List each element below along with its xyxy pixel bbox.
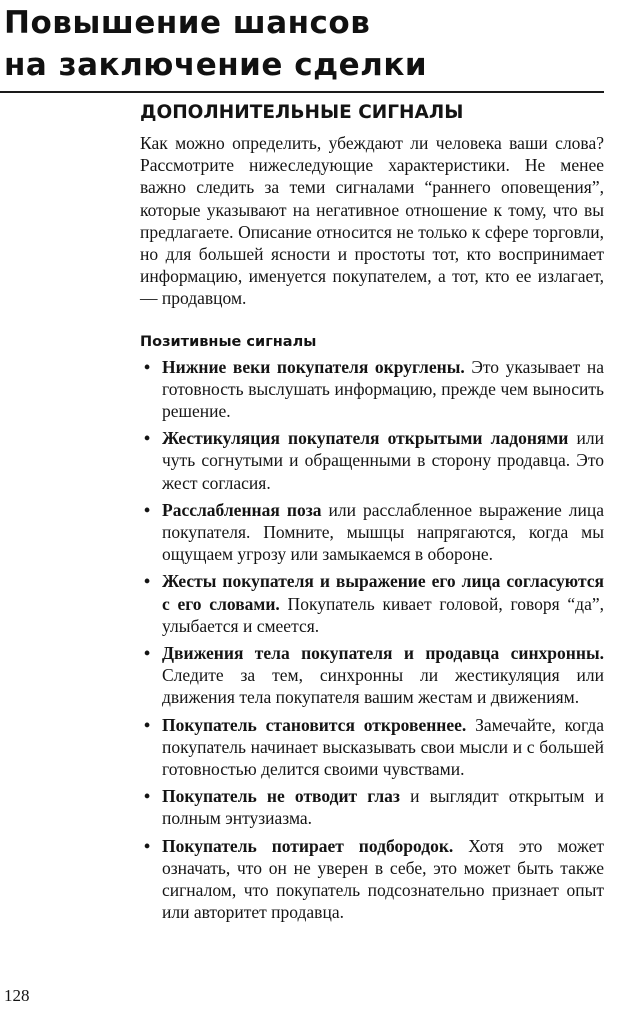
- signal-item: [140, 835, 604, 924]
- signal-lead: Жесты покупателя и выражение его лица согласуются с его словами.: [162, 571, 604, 614]
- bullet-icon: •: [144, 356, 151, 377]
- signal-lead: Жестикуляция покупателя открытыми ладонями: [162, 428, 569, 449]
- chapter-title-line-2: на заключение сделки: [4, 47, 428, 83]
- intro-paragraph: Как можно определить, убеждают ли человека ваши слова? Рассмотрите нижеследующие характеристики. Не менее важно следить за теми сигналами “раннего оповещения”, которые указывают на негативное отношение к тому, что вы предлагаете. Описание относится не только к сфере торговли, но для большей ясности и простоты тот, кто воспринимает информацию, именуется покупателем, а тот, кто ее излагает, — продавцом.: [140, 133, 604, 309]
- main-content: [140, 100, 604, 929]
- signal-item: [140, 499, 604, 566]
- signal-text: Хотя это может означать, что он не уверен в себе, это может быть также сигналом, что покупатель подсознательно признает опыт или авторитет продавца.: [162, 835, 604, 923]
- signal-item: [140, 714, 604, 781]
- signal-text: Это указывает на готовность выслушать информацию, прежде чем выносить решение.: [162, 356, 604, 422]
- signal-text: Следите за тем, синхронны ли жестикуляция или движения тела покупателя вашим жестам и движениям.: [162, 665, 604, 708]
- signal-text: и выглядит открытым и полным энтузиазма.: [162, 786, 604, 829]
- signal-lead: Покупатель не отводит глаз: [162, 786, 400, 807]
- bullet-icon: •: [144, 786, 151, 807]
- signal-item: [140, 785, 604, 829]
- signal-item: [140, 356, 604, 423]
- signal-text: или расслабленное выражение лица покупателя. Помните, мышцы напрягаются, когда мы ощущаем угрозу или замыкаемся в обороне.: [162, 499, 604, 565]
- bullet-icon: •: [144, 571, 151, 592]
- signal-item: [140, 642, 604, 709]
- title-divider: [0, 91, 604, 93]
- signal-lead: Покупатель потирает подбородок.: [162, 835, 454, 856]
- chapter-title-line-1: Повышение шансов: [4, 5, 371, 41]
- positive-signals-heading: Позитивные сигналы: [140, 333, 317, 350]
- bullet-icon: •: [144, 428, 151, 449]
- signal-item: [140, 427, 604, 494]
- signal-text: или чуть согнутыми и обращенными в сторону продавца. Это жест согласия.: [162, 428, 604, 493]
- bullet-icon: •: [144, 714, 151, 735]
- signal-lead: Движения тела покупателя и продавца синхронны.: [162, 643, 604, 664]
- chapter-title: [4, 2, 604, 86]
- positive-signals-list: [140, 356, 604, 924]
- bullet-icon: •: [144, 835, 151, 856]
- section-heading: ДОПОЛНИТЕЛЬНЫЕ СИГНАЛЫ: [140, 102, 464, 123]
- bullet-icon: •: [144, 499, 151, 520]
- signal-lead: Расслабленная поза: [162, 499, 322, 520]
- signal-lead: Нижние веки покупателя округлены.: [162, 356, 465, 377]
- page-number: 128: [4, 986, 30, 1005]
- signal-text: Покупатель кивает головой, говоря “да”, улыбается и смеется.: [162, 593, 604, 636]
- signal-item: [140, 570, 604, 637]
- signal-lead: Покупатель становится откровеннее.: [162, 714, 467, 735]
- signal-text: Замечайте, когда покупатель начинает высказывать свои мысли и с большей готовностью делится своими чувствами.: [162, 714, 604, 780]
- bullet-icon: •: [144, 643, 151, 664]
